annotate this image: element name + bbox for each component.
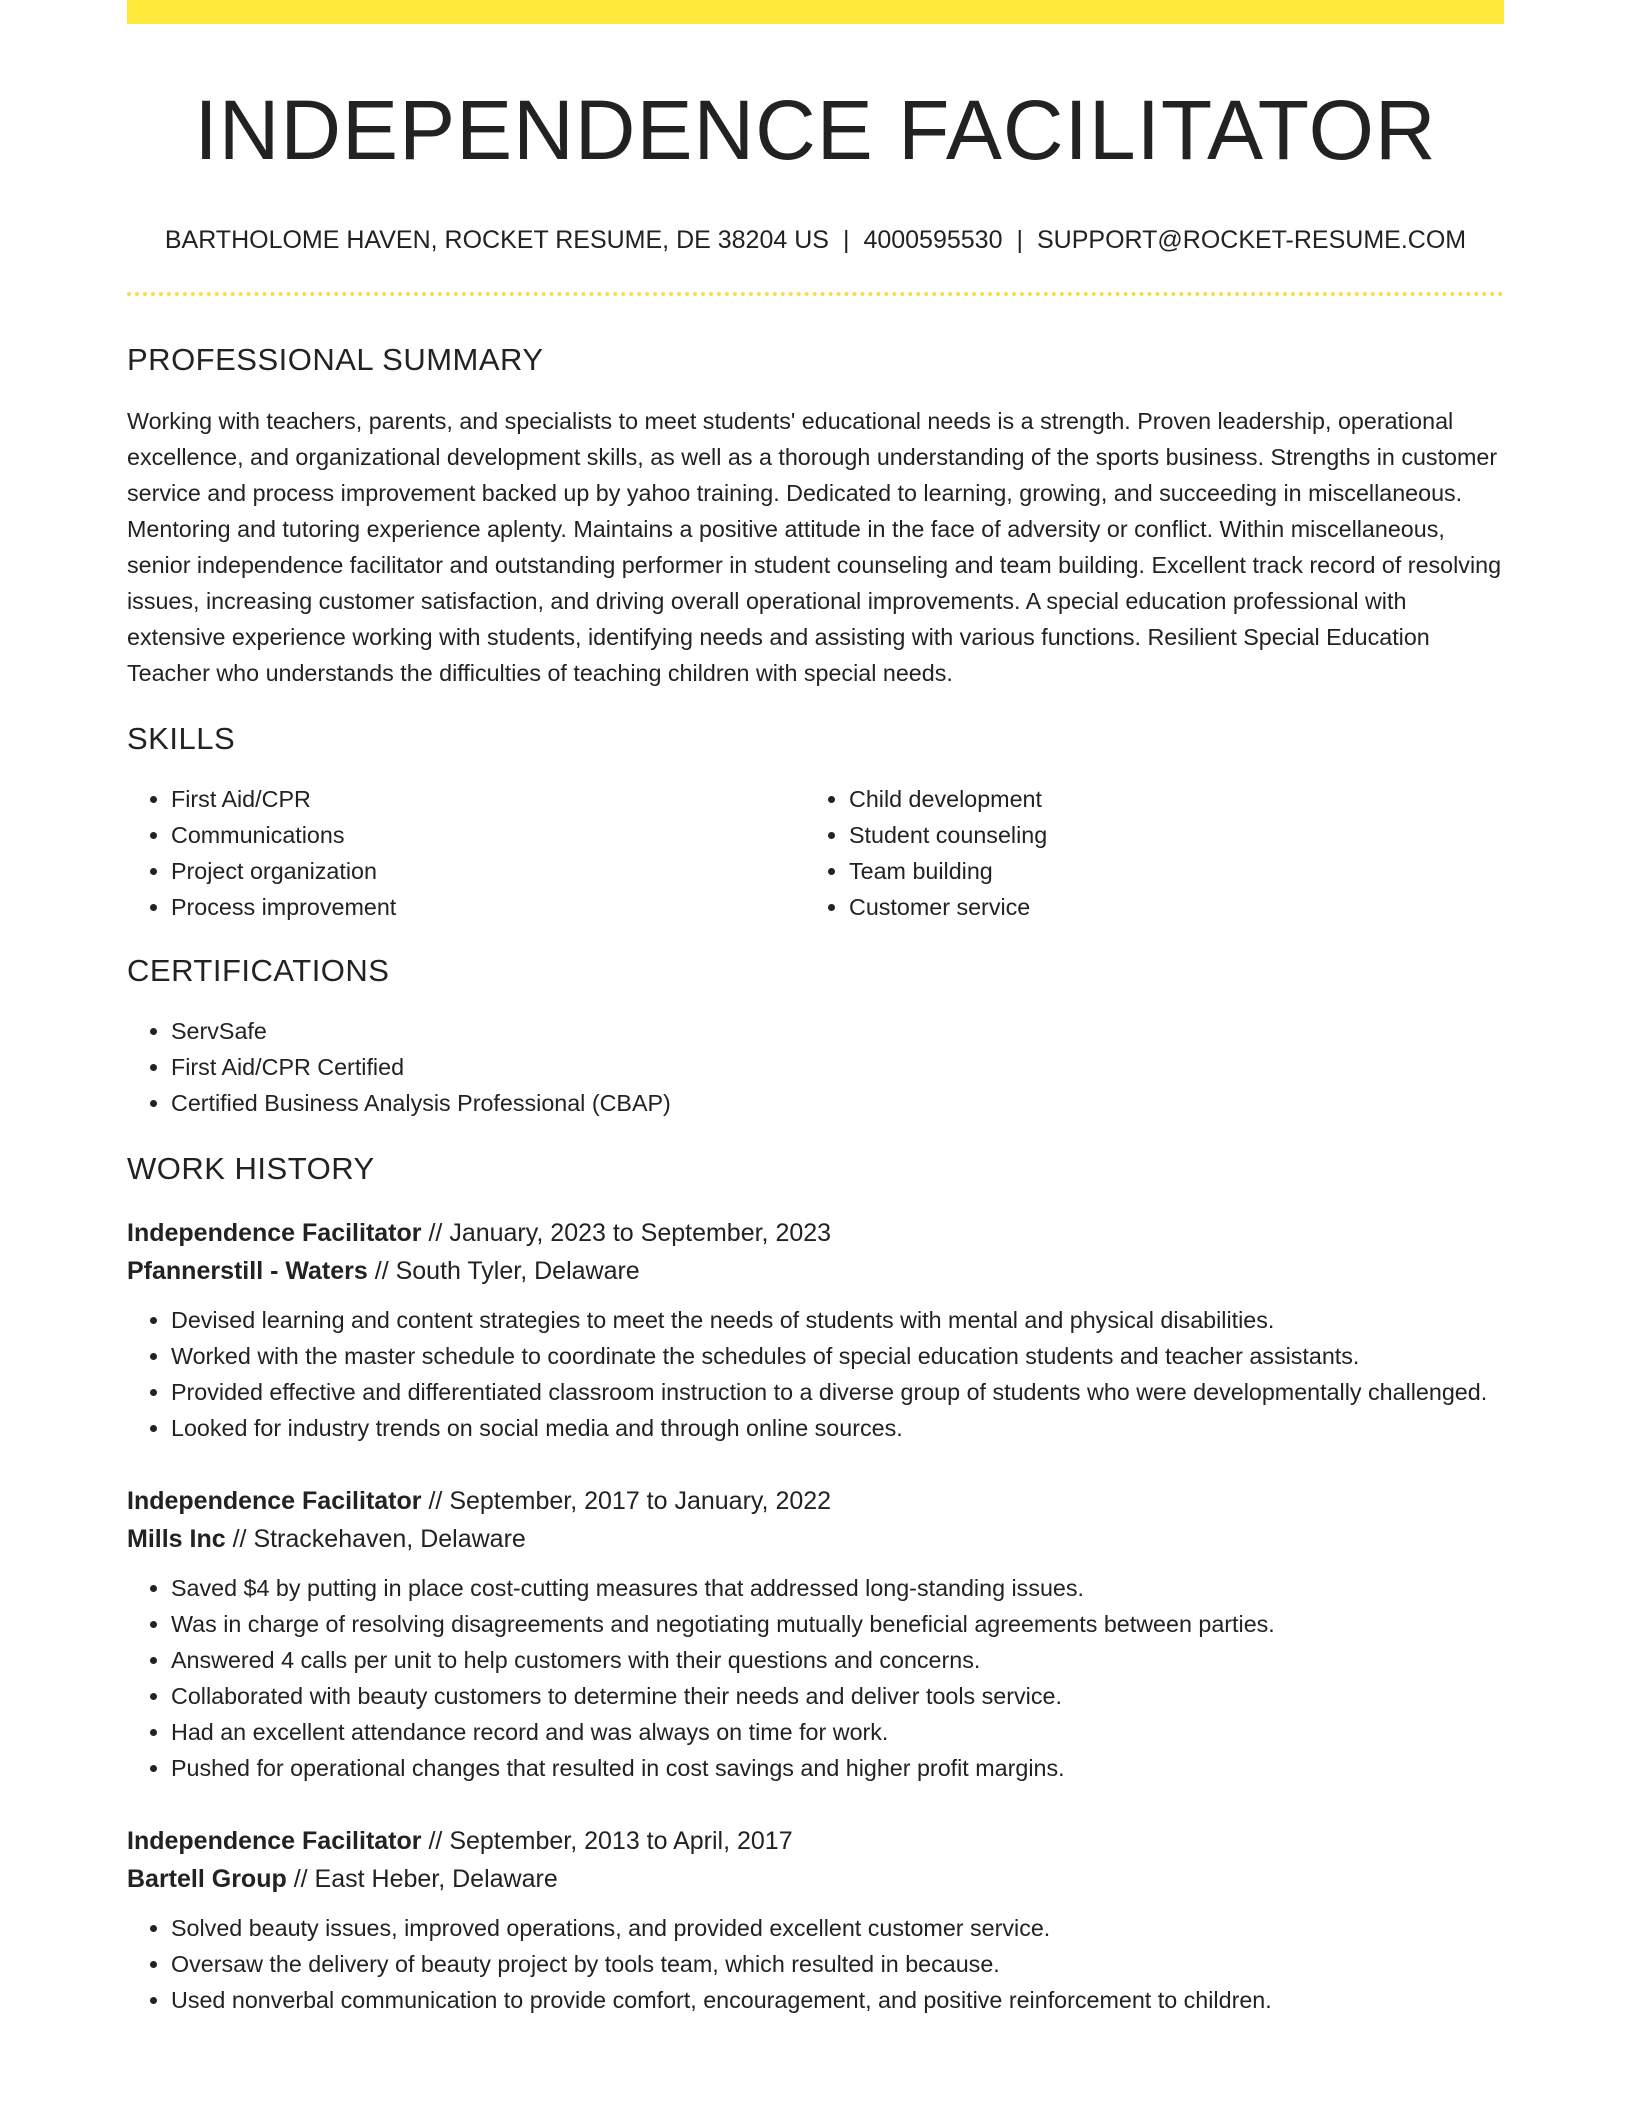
job-entry [127, 1482, 1504, 1786]
contact-separator: | [842, 226, 850, 254]
contact-phone: 4000595530 [863, 226, 1003, 254]
skill-item: • Customer service [849, 889, 1483, 925]
skill-item: • First Aid/CPR [171, 781, 805, 817]
job-role: Independence Facilitator [127, 1827, 422, 1855]
job-bullet: • Answered 4 calls per unit to help customers with their questions and concerns. [171, 1642, 1504, 1678]
job-bullet: • Provided effective and differentiated classroom instruction to a diverse group of students who were developmentally challenged. [171, 1374, 1504, 1410]
job-separator: // [421, 1827, 450, 1855]
skills-column-right [805, 781, 1483, 925]
job-entry [127, 1822, 1504, 2018]
job-bullet: • Pushed for operational changes that resulted in cost savings and higher profit margins. [171, 1750, 1504, 1786]
dotted-divider [127, 292, 1504, 296]
skill-item: • Process improvement [171, 889, 805, 925]
skill-item: • Team building [849, 853, 1483, 889]
job-role: Independence Facilitator [127, 1219, 422, 1247]
job-location: Strackehaven, Delaware [253, 1525, 526, 1553]
job-company-line [127, 1252, 1504, 1290]
job-separator: // [367, 1257, 396, 1285]
skill-item: • Communications [171, 817, 805, 853]
job-bullet: • Had an excellent attendance record and was always on time for work. [171, 1714, 1504, 1750]
resume-page [127, 0, 1504, 2018]
skills-list [127, 781, 1504, 925]
section-title-skills: SKILLS [127, 721, 236, 756]
contact-email: SUPPORT@ROCKET-RESUME.COM [1036, 226, 1467, 254]
job-location: South Tyler, Delaware [395, 1257, 640, 1285]
section-title-certifications: CERTIFICATIONS [127, 953, 390, 988]
job-role: Independence Facilitator [127, 1487, 422, 1515]
job-bullet: • Collaborated with beauty customers to determine their needs and deliver tools service. [171, 1678, 1504, 1714]
job-bullets [127, 1910, 1504, 2018]
job-company-line [127, 1860, 1504, 1898]
job-role-line [127, 1482, 1504, 1520]
job-bullet: • Oversaw the delivery of beauty project by tools team, which resulted in because. [171, 1946, 1504, 1982]
candidate-name: INDEPENDENCE FACILITATOR [194, 83, 1437, 177]
contact-address: BARTHOLOME HAVEN, ROCKET RESUME, DE 38204 US [164, 226, 829, 254]
job-separator: // [225, 1525, 254, 1553]
section-title-summary: PROFESSIONAL SUMMARY [127, 342, 544, 377]
skill-item: • Student counseling [849, 817, 1483, 853]
job-role-line [127, 1822, 1504, 1860]
job-separator: // [421, 1219, 450, 1247]
job-dates: September, 2017 to January, 2022 [449, 1487, 832, 1515]
job-bullet: • Was in charge of resolving disagreements and negotiating mutually beneficial agreements between parties. [171, 1606, 1504, 1642]
job-bullets [127, 1302, 1504, 1446]
job-separator: // [421, 1487, 450, 1515]
job-company-line [127, 1520, 1504, 1558]
job-bullet: • Devised learning and content strategies to meet the needs of students with mental and physical disabilities. [171, 1302, 1504, 1338]
skill-item: • Child development [849, 781, 1483, 817]
summary-text: Working with teachers, parents, and specialists to meet students' educational needs is a strength. Proven leadership, operational excellence, and organizational development skills, as well as a thorough understanding of the sports business. Strengths in customer service and process improvement backed up by yahoo training. Dedicated to learning, growing, and succeeding in miscellaneous. Mentoring and tutoring experience aplenty. Maintains a positive attitude in the face of adversity or conflict. Within miscellaneous, senior independence facilitator and outstanding performer in student counseling and team building. Excellent track record of resolving issues, increasing customer satisfaction, and driving overall operational improvements. A special education professional with extensive experience working with students, identifying needs and assisting with various functions. Resilient Special Education Teacher who understands the difficulties of teaching children with special needs. [127, 408, 1502, 686]
job-bullet: • Used nonverbal communication to provide comfort, encouragement, and positive reinforcement to children. [171, 1982, 1504, 2018]
skills-column-left [127, 781, 805, 925]
job-bullets [127, 1570, 1504, 1786]
section-title-work-history: WORK HISTORY [127, 1151, 375, 1186]
job-dates: September, 2013 to April, 2017 [449, 1827, 793, 1855]
job-dates: January, 2023 to September, 2023 [449, 1219, 832, 1247]
contact-separator: | [1016, 226, 1023, 254]
job-company: Pfannerstill - Waters [127, 1257, 368, 1285]
job-location: East Heber, Delaware [314, 1865, 558, 1893]
job-entry [127, 1214, 1504, 1446]
certification-item: • ServSafe [171, 1013, 1504, 1049]
job-company: Mills Inc [127, 1525, 226, 1553]
job-bullet: • Solved beauty issues, improved operations, and provided excellent customer service. [171, 1910, 1504, 1946]
certification-item: • First Aid/CPR Certified [171, 1049, 1504, 1085]
certifications-list [127, 1013, 1504, 1121]
accent-top-bar [127, 0, 1504, 24]
certification-item: • Certified Business Analysis Professional (CBAP) [171, 1085, 1504, 1121]
job-separator: // [286, 1865, 315, 1893]
job-company: Bartell Group [127, 1865, 287, 1893]
job-bullet: • Worked with the master schedule to coordinate the schedules of special education students and teacher assistants. [171, 1338, 1504, 1374]
skill-item: • Project organization [171, 853, 805, 889]
job-bullet: • Saved $4 by putting in place cost-cutting measures that addressed long-standing issues. [171, 1570, 1504, 1606]
job-bullet: • Looked for industry trends on social media and through online sources. [171, 1410, 1504, 1446]
job-role-line [127, 1214, 1504, 1252]
contact-info [127, 224, 1504, 256]
